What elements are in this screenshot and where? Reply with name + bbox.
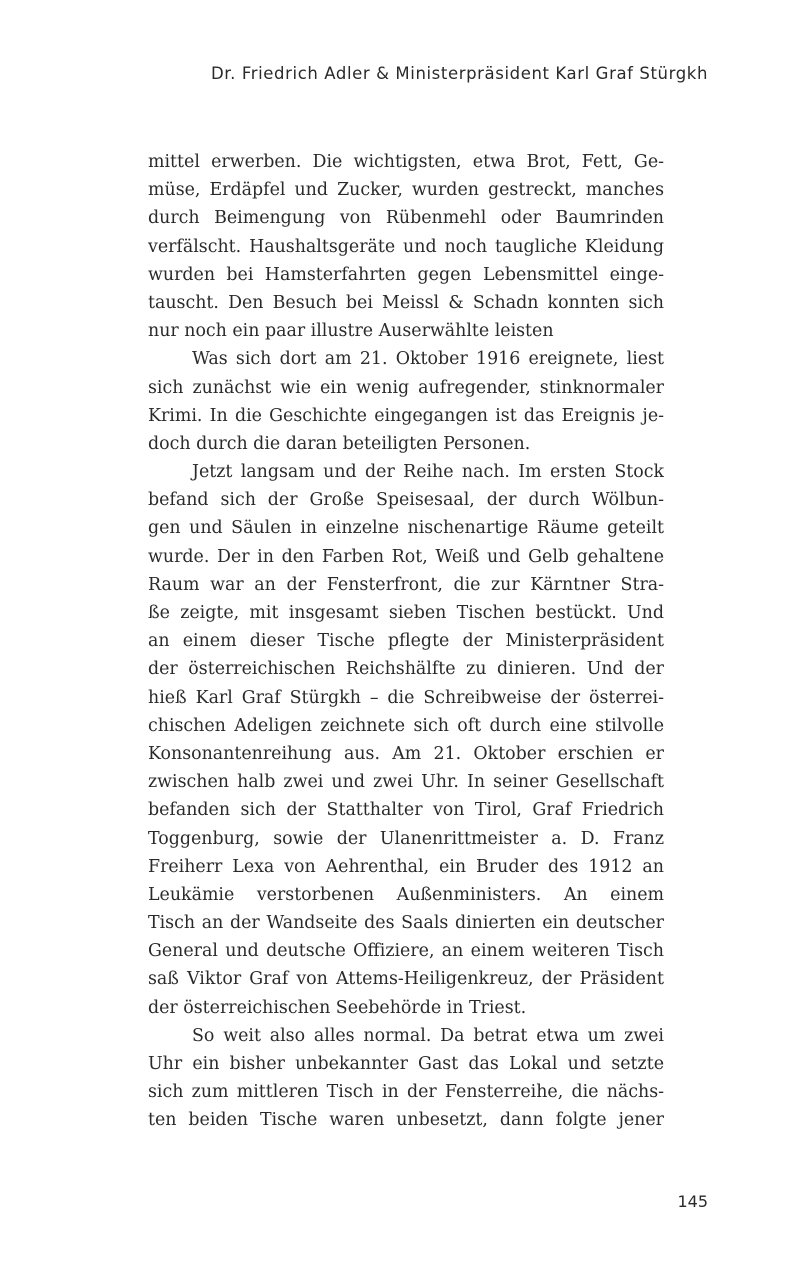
- text-line: der österreichischen Seebehörde in Triest.: [148, 997, 527, 1018]
- text-line: So weit also alles normal. Da betrat etwa um zwei: [192, 1025, 664, 1046]
- text-line: zwischen halb zwei und zwei Uhr. In seiner Gesellschaft: [148, 772, 664, 793]
- paragraph: [148, 148, 664, 345]
- running-head: Dr. Friedrich Adler & Ministerpräsident Karl Graf Stürgkh: [210, 64, 708, 83]
- text-line: gen und Säulen in einzelne nischenartige Räume geteilt: [148, 518, 664, 539]
- text-line: hieß Karl Graf Stürgkh – die Schreibweise der österrei-: [148, 687, 664, 708]
- text-line: durch Beimengung von Rübenmehl oder Baumrinden: [148, 208, 664, 229]
- text-line: Konsonantenreihung aus. Am 21. Oktober erschien er: [148, 743, 664, 764]
- text-line: Freiherr Lexa von Aehrenthal, ein Bruder des 1912 an: [148, 856, 664, 877]
- text-line: Raum war an der Fensterfront, die zur Kärntner Stra-: [148, 574, 664, 595]
- text-line: verfälscht. Haushaltsgeräte und noch taugliche Kleidung: [148, 236, 664, 257]
- text-line: nur noch ein paar illustre Auserwählte leisten: [148, 321, 554, 342]
- text-line: doch durch die daran beteiligten Personen.: [148, 433, 531, 454]
- text-line: wurden bei Hamsterfahrten gegen Lebensmittel einge-: [148, 264, 664, 285]
- text-line: Krimi. In die Geschichte eingegangen ist das Ereignis je-: [148, 405, 664, 426]
- paragraph: [148, 345, 664, 458]
- text-line: Jetzt langsam und der Reihe nach. Im ersten Stock: [192, 462, 664, 483]
- text-line: sich zum mittleren Tisch in der Fensterreihe, die nächs-: [148, 1082, 664, 1103]
- text-line: tauscht. Den Besuch bei Meissl & Schadn konnten sich: [148, 292, 664, 313]
- text-line: saß Viktor Graf von Attems-Heiligenkreuz, der Präsident: [148, 969, 664, 990]
- paragraph: [148, 458, 664, 1022]
- text-line: chischen Adeligen zeichnete sich oft durch eine stilvolle: [148, 715, 664, 736]
- text-line: Was sich dort am 21. Oktober 1916 ereignete, liest: [192, 349, 664, 370]
- text-line: wurde. Der in den Farben Rot, Weiß und Gelb gehaltene: [148, 546, 664, 567]
- text-line: Toggenburg, sowie der Ulanenrittmeister a. D. Franz: [148, 828, 664, 849]
- text-line: Uhr ein bisher unbekannter Gast das Lokal und setzte: [148, 1054, 664, 1074]
- text-line: ße zeigte, mit insgesamt sieben Tischen bestückt. Und: [148, 603, 664, 623]
- text-line: sich zunächst wie ein wenig aufregender, stinknormaler: [148, 377, 664, 398]
- text-line: befanden sich der Statthalter von Tirol, Graf Friedrich: [148, 800, 664, 821]
- text-line: der österreichischen Reichshälfte zu dinieren. Und der: [148, 659, 664, 680]
- text-line: Tisch an der Wandseite des Saals dinierten ein deutscher: [148, 913, 664, 934]
- body-text: [148, 148, 664, 1135]
- page-number: 145: [677, 1192, 708, 1211]
- text-line: General und deutsche Offiziere, an einem weiteren Tisch: [148, 941, 664, 962]
- text-line: müse, Erdäpfel und Zucker, wurden gestreckt, manches: [148, 180, 664, 201]
- text-line: an einem dieser Tische pflegte der Ministerpräsident: [148, 631, 664, 652]
- text-line: befand sich der Große Speisesaal, der durch Wölbun-: [148, 490, 664, 511]
- text-line: ten beiden Tische waren unbesetzt, dann folgte jener: [148, 1110, 664, 1131]
- text-line: Leukämie verstorbenen Außenministers. An einem: [148, 884, 664, 905]
- paragraph: [148, 1022, 664, 1135]
- text-line: mittel erwerben. Die wichtigsten, etwa Brot, Fett, Ge-: [148, 152, 664, 172]
